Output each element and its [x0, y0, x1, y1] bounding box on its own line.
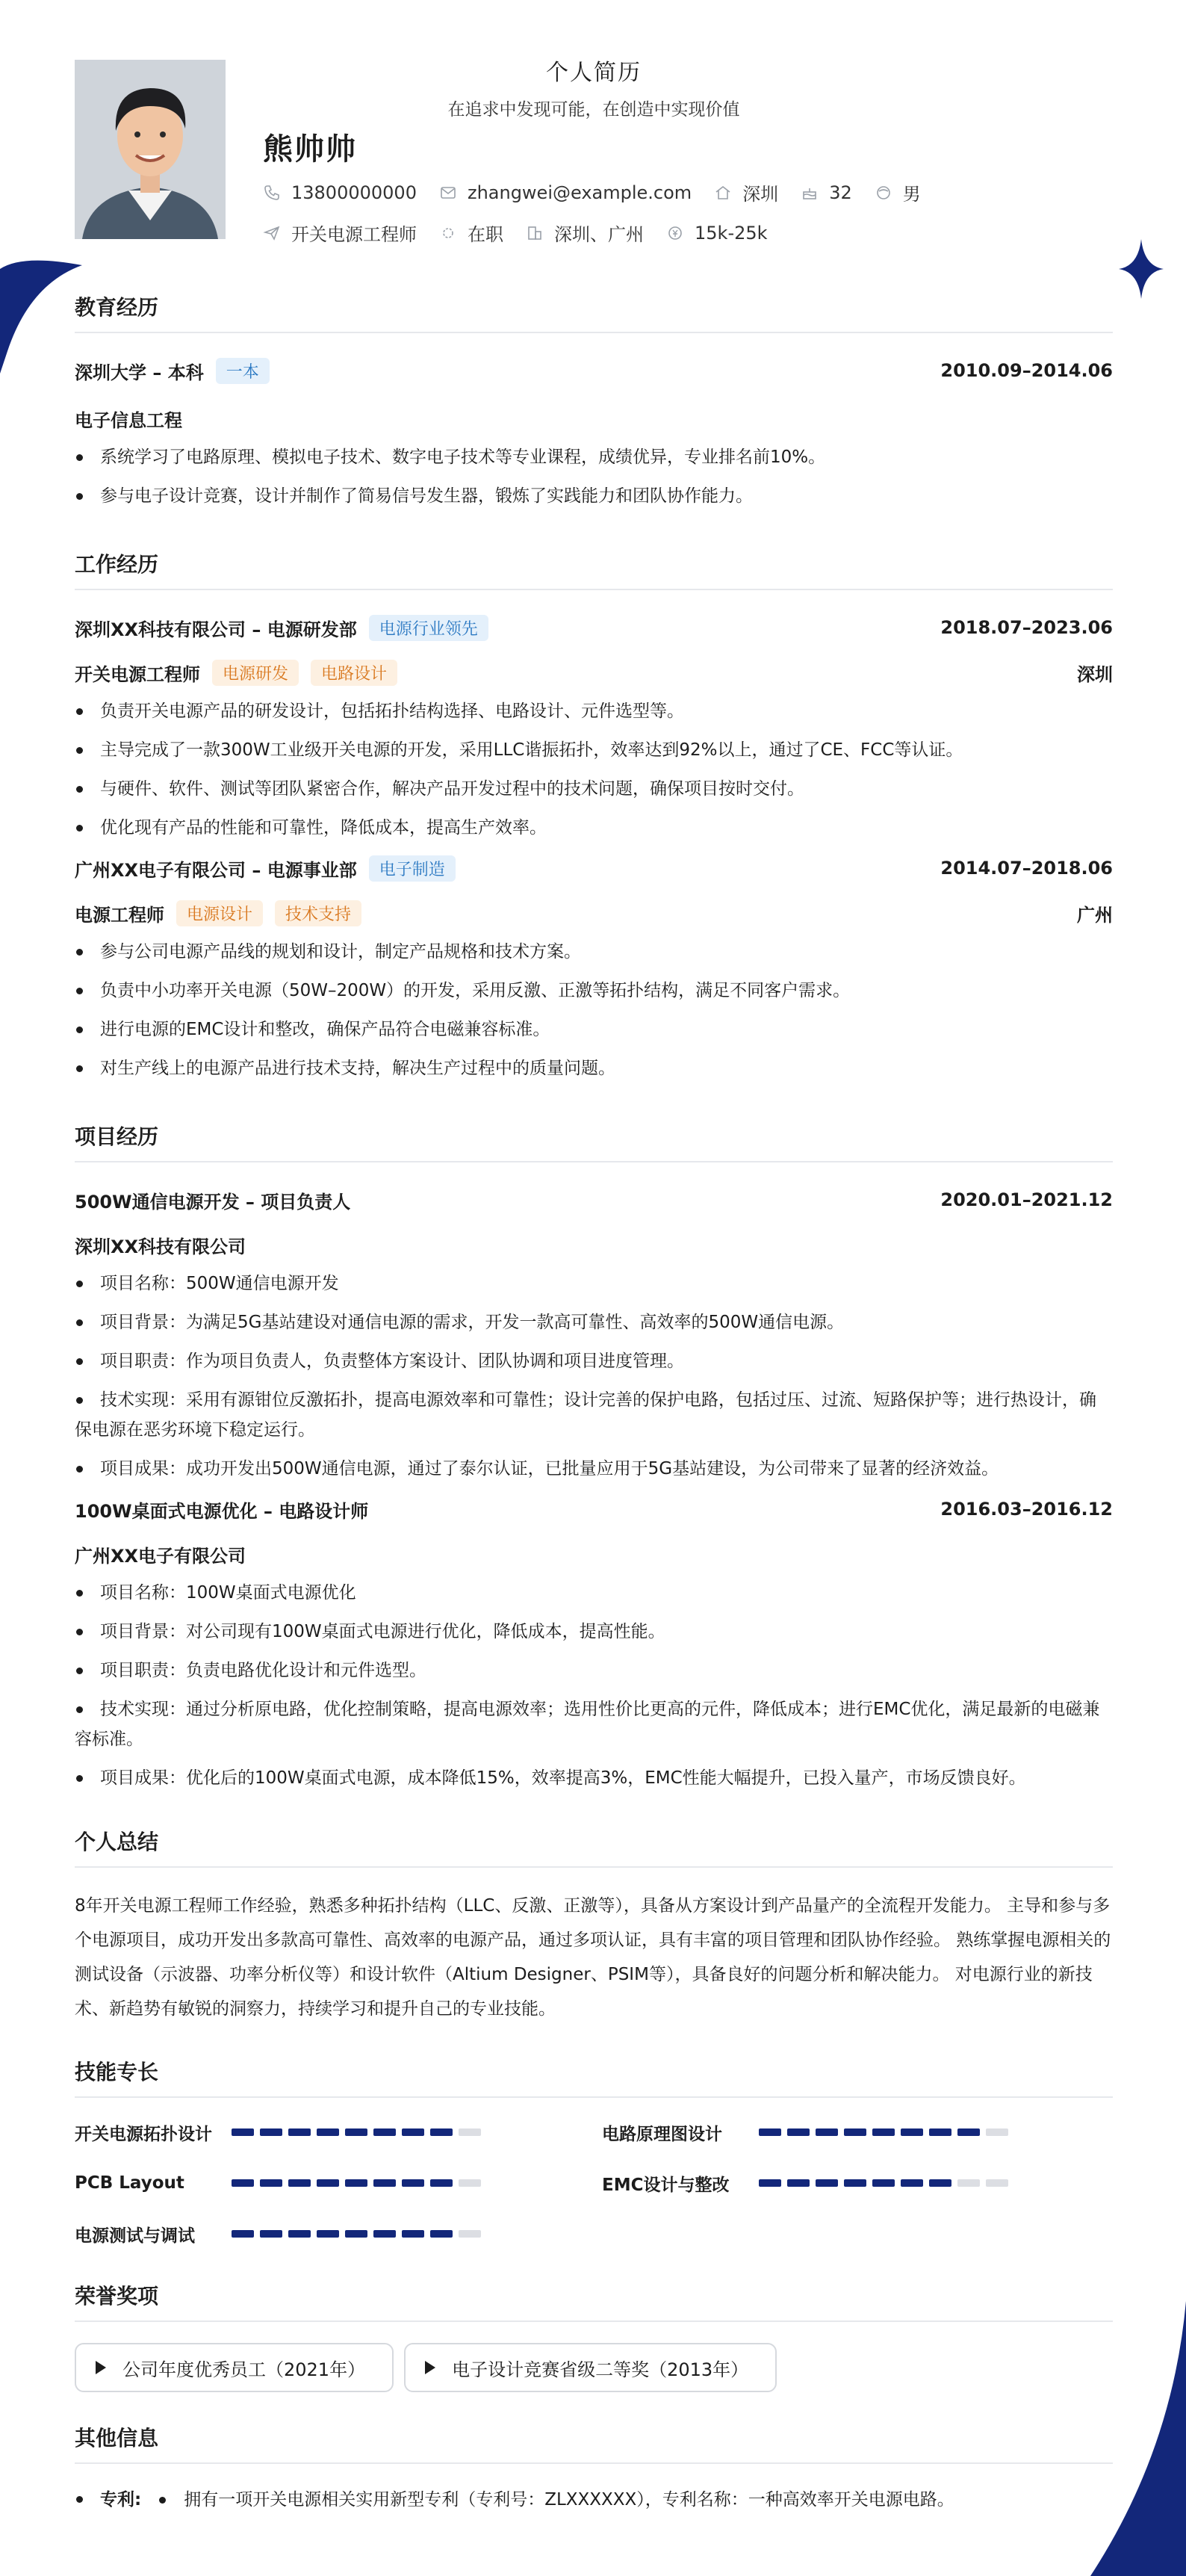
skill-level-segment [929, 2128, 951, 2136]
project-company: 广州XX电子有限公司 [75, 1545, 246, 1567]
project-name: 100W桌面式电源优化 – 电路设计师 [75, 1500, 369, 1522]
skill-level-segment [430, 2230, 453, 2238]
project-period: 2020.01–2021.12 [940, 1189, 1113, 1210]
project-company: 深圳XX科技有限公司 [75, 1236, 246, 1257]
email-text: zhangwei@example.com [467, 182, 692, 203]
list-item: 与硬件、软件、测试等团队紧密合作，解决产品开发过程中的技术问题，确保项目按时交付。 [75, 774, 1113, 804]
skill-name: EMC设计与整改 [602, 2175, 730, 2195]
job-role-head [75, 656, 1113, 689]
skill-item [75, 2170, 602, 2196]
project-entry [75, 1183, 1113, 1484]
status-info [439, 220, 503, 246]
status-icon [439, 224, 457, 242]
coin-icon [666, 224, 684, 242]
company-tag: 电源行业领先 [369, 615, 488, 641]
project-period: 2016.03–2016.12 [940, 1499, 1113, 1520]
skill-item [75, 2220, 602, 2247]
email-info [439, 182, 692, 203]
patent-label-wrap [100, 2485, 141, 2515]
skill-level-segment [459, 2179, 481, 2187]
gender-icon [875, 184, 892, 202]
job-role: 开关电源工程师 [75, 663, 200, 685]
education-entry-head [75, 354, 1113, 387]
skill-level-segment [317, 2230, 339, 2238]
skill-level-segment [957, 2128, 980, 2136]
list-item: 项目职责：作为项目负责人，负责整体方案设计、团队协调和项目进度管理。 [75, 1346, 1113, 1376]
job-role: 电源工程师 [75, 904, 164, 926]
skill-level-segment [345, 2230, 367, 2238]
skill-level-segment [232, 2128, 254, 2136]
gender-info [875, 179, 921, 205]
skill-level-bar [232, 2179, 487, 2187]
skill-level-segment [901, 2128, 923, 2136]
bullet-dot [76, 2496, 83, 2503]
list-item: 参与电子设计竞赛，设计并制作了简易信号发生器，锻炼了实践能力和团队协作能力。 [75, 481, 1113, 511]
list-item: 主导完成了一款300W工业级开关电源的开发，采用LLC谐振拓扑，效率达到92%以上，通过了CE、FCC等认证。 [75, 735, 1113, 765]
honors-section [75, 2280, 1113, 2392]
list-item: 项目成果：优化后的100W桌面式电源，成本降低15%，效率提高3%，EMC性能大幅提升，已投入量产，市场反馈良好。 [75, 1763, 1113, 1793]
skill-level-segment [373, 2128, 396, 2136]
skill-level-segment [986, 2128, 1008, 2136]
avatar-photo [75, 60, 226, 239]
job-entry [75, 852, 1113, 1083]
company-name: 广州XX电子有限公司 – 电源事业部 [75, 859, 357, 881]
projects-section [75, 1121, 1113, 1793]
skill-item [602, 2170, 1113, 2196]
section-title: 教育经历 [75, 291, 1113, 333]
job-entry [75, 611, 1113, 843]
section-title: 技能专长 [75, 2056, 1113, 2098]
target-city-text: 深圳、广州 [554, 224, 644, 245]
target-job-info [263, 220, 417, 246]
skill-level-segment [402, 2128, 424, 2136]
list-item: 系统学习了电路原理、模拟电子技术、数字电子技术等专业课程，成绩优异，专业排名前10%。 [75, 442, 1113, 472]
skill-level-segment [288, 2128, 311, 2136]
salary-info [666, 223, 768, 244]
list-item: 项目职责：负责电路优化设计和元件选型。 [75, 1656, 1113, 1685]
skill-name: 开关电源拓扑设计 [75, 2124, 212, 2144]
phone-info [263, 182, 417, 203]
project-name: 500W通信电源开发 – 项目负责人 [75, 1191, 351, 1213]
skill-level-segment [345, 2179, 367, 2187]
job-entry-head [75, 611, 1113, 644]
school-tag: 一本 [216, 358, 270, 384]
job-location: 广州 [1077, 904, 1113, 926]
target-city-info [526, 220, 644, 246]
list-item: 负责开关电源产品的研发设计，包括拓扑结构选择、电路设计、元件选型等。 [75, 696, 1113, 726]
resume-header [75, 0, 1113, 261]
project-bullets [75, 1269, 1113, 1484]
skill-level-segment [288, 2230, 311, 2238]
job-intent-row [263, 220, 790, 246]
age-text: 32 [829, 182, 852, 203]
other-section [75, 2422, 1113, 2515]
skill-level-segment [260, 2179, 282, 2187]
education-bullets [75, 442, 1113, 511]
skills-section [75, 2056, 1113, 2247]
motto: 在追求中发现可能，在创造中实现价值 [447, 100, 740, 120]
education-period: 2010.09–2014.06 [940, 360, 1113, 381]
skill-level-segment [317, 2179, 339, 2187]
honor-text: 公司年度优秀员工（2021年） [122, 2359, 366, 2380]
skill-level-segment [929, 2179, 951, 2187]
list-item: 进行电源的EMC设计和整改，确保产品符合电磁兼容标准。 [75, 1015, 1113, 1044]
honors-list [75, 2343, 1113, 2392]
skill-level-segment [872, 2179, 895, 2187]
triangle-right-icon [96, 2361, 106, 2374]
send-icon [263, 224, 281, 242]
corner-wave-left [0, 224, 82, 374]
phone-icon [263, 184, 281, 202]
resume [75, 0, 1113, 2515]
skill-level-bar [759, 2128, 1014, 2136]
skill-level-segment [759, 2128, 781, 2136]
skill-level-segment [260, 2230, 282, 2238]
triangle-right-icon [425, 2361, 435, 2374]
job-role-head [75, 897, 1113, 929]
skill-level-segment [430, 2179, 453, 2187]
cake-icon [801, 184, 819, 202]
sparkle-star-icon [1119, 239, 1164, 299]
section-title: 项目经历 [75, 1121, 1113, 1162]
target-job-text: 开关电源工程师 [291, 224, 417, 245]
skill-level-segment [459, 2128, 481, 2136]
skill-level-segment [232, 2179, 254, 2187]
job-bullets [75, 696, 1113, 843]
bullet-dot [159, 2497, 166, 2504]
skill-level-segment [816, 2179, 838, 2187]
major-name: 电子信息工程 [75, 409, 182, 431]
list-item: 负责中小功率开关电源（50W–200W）的开发，采用反激、正激等拓扑结构，满足不同客户需求。 [75, 976, 1113, 1006]
skill-level-bar [759, 2179, 1014, 2187]
summary-text: 8年开关电源工程师工作经验，熟悉多种拓扑结构（LLC、反激、正激等），具备从方案设计到产品量产的全流程开发能力。 主导和参与多个电源项目，成功开发出多款高可靠性、高效率的电源产品，通过多项认证，具有丰富的项目管理和团队协作经验。 熟练掌握电源相关的测试设备（示波器、功率分析仪等）和设计软件（Altium Designer、PSIM等），具备良好的问题分析和解决能力。 对电源行业的新技术、新趋势有敏锐的洞察力，持续学习和提升自己的专业技能。 [75, 1896, 1111, 2019]
skill-level-segment [373, 2179, 396, 2187]
skill-level-segment [759, 2179, 781, 2187]
skill-level-segment [844, 2179, 866, 2187]
list-item: 技术实现：采用有源钳位反激拓扑，提高电源效率和可靠性；设计完善的保护电路，包括过压、过流、短路保护等；进行热设计，确保电源在恶劣环境下稳定运行。 [75, 1385, 1113, 1445]
city-text: 深圳 [742, 184, 779, 205]
patent-text: 拥有一项开关电源相关实用新型专利（专利号：ZLXXXXXX），专利名称：一种高效率开关电源电路。 [184, 2490, 954, 2510]
skill-level-segment [872, 2128, 895, 2136]
skill-name: PCB Layout [75, 2173, 184, 2193]
project-entry [75, 1493, 1113, 1793]
salary-text: 15k-25k [695, 222, 768, 244]
project-head [75, 1493, 1113, 1526]
honor-badge [75, 2343, 394, 2392]
document-title: 个人简历 [546, 60, 642, 86]
list-item: 优化现有产品的性能和可靠性，降低成本，提高生产效率。 [75, 813, 1113, 843]
company-name: 深圳XX科技有限公司 – 电源研发部 [75, 619, 357, 640]
skills-grid [75, 2119, 1113, 2247]
skill-level-segment [986, 2179, 1008, 2187]
job-bullets [75, 937, 1113, 1083]
skill-level-segment [787, 2128, 810, 2136]
role-tag: 电路设计 [311, 660, 397, 686]
role-tag: 技术支持 [275, 900, 361, 926]
honor-badge [404, 2343, 777, 2392]
contact-row [263, 179, 943, 205]
list-item: 项目背景：对公司现有100W桌面式电源进行优化，降低成本，提高性能。 [75, 1617, 1113, 1647]
job-entry-head [75, 852, 1113, 885]
skill-level-segment [317, 2128, 339, 2136]
section-title: 个人总结 [75, 1826, 1113, 1868]
mail-icon [439, 184, 457, 202]
list-item: 项目名称：100W桌面式电源优化 [75, 1578, 1113, 1608]
company-tag: 电子制造 [369, 855, 456, 882]
skill-level-segment [844, 2128, 866, 2136]
status-text: 在职 [468, 224, 503, 245]
home-icon [714, 184, 732, 202]
list-item: 技术实现：通过分析原电路，优化控制策略，提高电源效率；选用性价比更高的元件，降低成本；进行EMC优化，满足最新的电磁兼容标准。 [75, 1694, 1113, 1754]
age-info [801, 182, 852, 203]
list-item: 对生产线上的电源产品进行技术支持，解决生产过程中的质量问题。 [75, 1053, 1113, 1083]
honor-text: 电子设计竞赛省级二等奖（2013年） [452, 2359, 749, 2380]
skill-level-segment [232, 2230, 254, 2238]
building-icon [526, 224, 544, 242]
skill-level-segment [260, 2128, 282, 2136]
summary-section [75, 1826, 1113, 2026]
skill-item [602, 2119, 1113, 2146]
role-tag: 电源研发 [212, 660, 299, 686]
skill-level-segment [459, 2230, 481, 2238]
person-portrait-icon [75, 60, 226, 239]
section-title: 工作经历 [75, 548, 1113, 590]
skill-level-segment [402, 2179, 424, 2187]
job-period: 2018.07–2023.06 [940, 617, 1113, 638]
list-item: 参与公司电源产品线的规划和设计，制定产品规格和技术方案。 [75, 937, 1113, 967]
skill-level-segment [402, 2230, 424, 2238]
city-info [714, 179, 778, 205]
skill-level-segment [787, 2179, 810, 2187]
skill-name: 电源测试与调试 [75, 2226, 195, 2246]
patent-row [75, 2485, 1113, 2515]
skill-level-segment [816, 2128, 838, 2136]
list-item: 项目背景：为满足5G基站建设对通信电源的需求，开发一款高可靠性、高效率的500W通信电源。 [75, 1307, 1113, 1337]
project-head [75, 1183, 1113, 1216]
skill-level-segment [901, 2179, 923, 2187]
education-section [75, 291, 1113, 511]
skill-level-bar [232, 2128, 487, 2136]
candidate-name: 熊帅帅 [263, 132, 357, 167]
phone-text: 13800000000 [291, 182, 417, 203]
gender-text: 男 [902, 184, 921, 205]
skill-level-segment [288, 2179, 311, 2187]
skill-item [75, 2119, 602, 2146]
role-tag: 电源设计 [176, 900, 263, 926]
school-name: 深圳大学 – 本科 [75, 362, 204, 383]
work-section [75, 548, 1113, 1083]
skill-level-segment [957, 2179, 980, 2187]
skill-name: 电路原理图设计 [602, 2124, 722, 2144]
list-item: 项目名称：500W通信电源开发 [75, 1269, 1113, 1298]
skill-level-segment [345, 2128, 367, 2136]
job-period: 2014.07–2018.06 [940, 858, 1113, 879]
skill-level-bar [232, 2230, 487, 2238]
section-title: 其他信息 [75, 2422, 1113, 2464]
section-title: 荣誉奖项 [75, 2280, 1113, 2322]
patent-label: 专利: [100, 2490, 142, 2510]
skill-level-segment [430, 2128, 453, 2136]
job-location: 深圳 [1077, 663, 1113, 685]
skill-level-segment [373, 2230, 396, 2238]
list-item: 项目成果：成功开发出500W通信电源，通过了泰尔认证，已批量应用于5G基站建设，为公司带来了显著的经济效益。 [75, 1454, 1113, 1484]
project-bullets [75, 1578, 1113, 1793]
